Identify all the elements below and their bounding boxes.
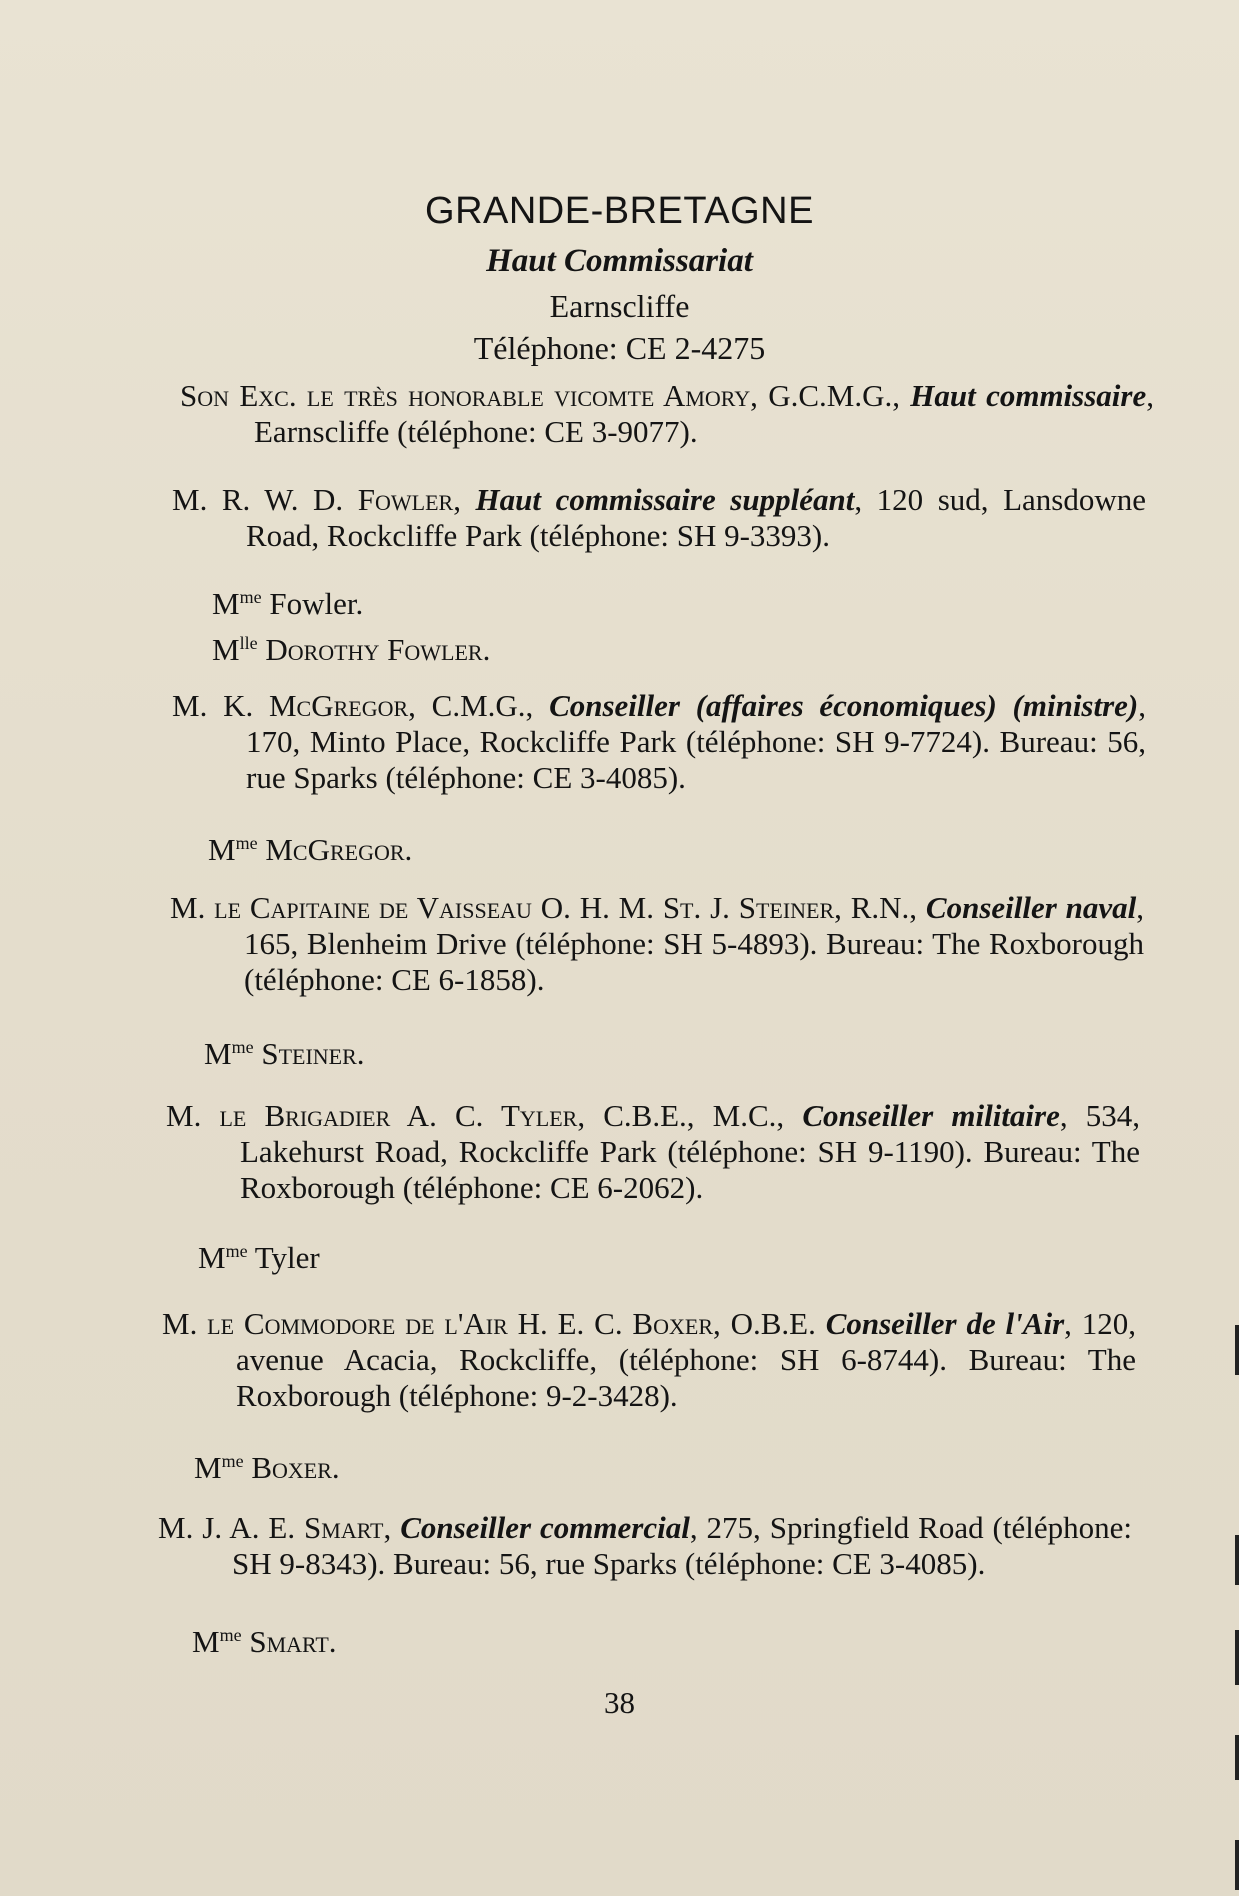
entry-name: M. J. A. E. Smart, (158, 1510, 392, 1545)
entry-details: , 120 sud, Lansdowne Road, Rockcliffe Park (téléphone: SH 9-3393). (246, 482, 1146, 553)
spouse-name: Smart. (249, 1624, 337, 1659)
mission-place: Earnscliffe (549, 288, 690, 324)
spouse-name: Steiner. (261, 1036, 365, 1071)
spouse-entry: $M^{me}$ Steiner. (204, 1036, 365, 1071)
mission-phone: Téléphone: CE 2-4275 (473, 330, 766, 366)
scan-edge-mark (1235, 1735, 1239, 1780)
entry-name: M. K. McGregor, C.M.G., (172, 688, 534, 723)
spouse-name: Dorothy Fowler. (265, 632, 491, 667)
spouse-name: Tyler (254, 1240, 320, 1275)
entry-details: , 534, Lakehurst Road, Rockcliffe Park (téléphone: SH 9-1190). Bureau: The Roxborough (téléphone: CE 6-2062). (240, 1098, 1141, 1205)
entry-name: M. R. W. D. Fowler, (172, 482, 461, 517)
spouse-name: McGregor. (265, 832, 413, 867)
entry-title: Conseiller commercial (400, 1510, 690, 1545)
entry-details: , 120, avenue Acacia, Rockcliffe, (téléphone: SH 6-8744). Bureau: The Roxborough (téléphone: 9-2-3428). (236, 1306, 1137, 1413)
directory-entry (180, 378, 1154, 450)
spouse-entry: $M^{me}$ Boxer. (194, 1450, 340, 1485)
entry-name: M. le Commodore de l'Air H. E. C. Boxer, O.B.E. (162, 1306, 816, 1341)
entry-title: Conseiller militaire (802, 1098, 1060, 1133)
spouse-entry: $M^{lle}$ Dorothy Fowler. (212, 632, 491, 667)
entry-title: Conseiller naval (925, 890, 1137, 925)
country-heading: GRANDE-BRETAGNE (425, 190, 814, 232)
page-number: 38 (604, 1685, 635, 1720)
spouse-name: Boxer. (251, 1450, 340, 1485)
directory-entry (170, 890, 1144, 998)
scan-edge-mark (1235, 1535, 1239, 1585)
entry-title: Conseiller de l'Air (825, 1306, 1065, 1341)
spouse-entry: $M^{me}$ Tyler (198, 1240, 320, 1275)
entry-details: , 165, Blenheim Drive (téléphone: SH 5-4893). Bureau: The Roxborough (téléphone: CE 6-1858). (244, 890, 1145, 997)
spouse-entry: $M^{me}$ McGregor. (208, 832, 413, 867)
entry-name: M. le Brigadier A. C. Tyler, C.B.E., M.C., (166, 1098, 785, 1133)
entry-title: Haut commissaire (910, 378, 1147, 413)
entry-name: Son Exc. le très honorable vicomte Amory, G.C.M.G., (180, 378, 900, 413)
scan-edge-mark (1235, 1630, 1239, 1685)
entry-title: Haut commissaire suppléant (475, 482, 855, 517)
entry-name: M. le Capitaine de Vaisseau O. H. M. St. J. Steiner, R.N., (170, 890, 918, 925)
directory-entry (172, 688, 1146, 796)
entry-details: , Earnscliffe (téléphone: CE 3-9077). (254, 378, 1154, 449)
spouse-entry: $M^{me}$ Smart. (192, 1624, 337, 1659)
spouse-entry: $M^{me}$ Fowler. (212, 586, 364, 621)
directory-entry (162, 1306, 1136, 1414)
directory-entry (158, 1510, 1132, 1582)
directory-entry (172, 482, 1146, 554)
mission-subheading: Haut Commissariat (486, 243, 753, 279)
entry-details: , 275, Springfield Road (téléphone: SH 9-8343). Bureau: 56, rue Sparks (téléphone: CE 3-4085). (232, 1510, 1132, 1581)
scan-edge-mark (1235, 1325, 1239, 1375)
spouse-name: Fowler. (269, 586, 364, 621)
scan-edge-mark (1235, 1840, 1239, 1890)
entry-details: , 170, Minto Place, Rockcliffe Park (téléphone: SH 9-7724). Bureau: 56, rue Sparks (téléphone: CE 3-4085). (246, 688, 1146, 795)
directory-entry (166, 1098, 1140, 1206)
entry-title: Conseiller (affaires économiques) (ministre) (549, 688, 1139, 723)
